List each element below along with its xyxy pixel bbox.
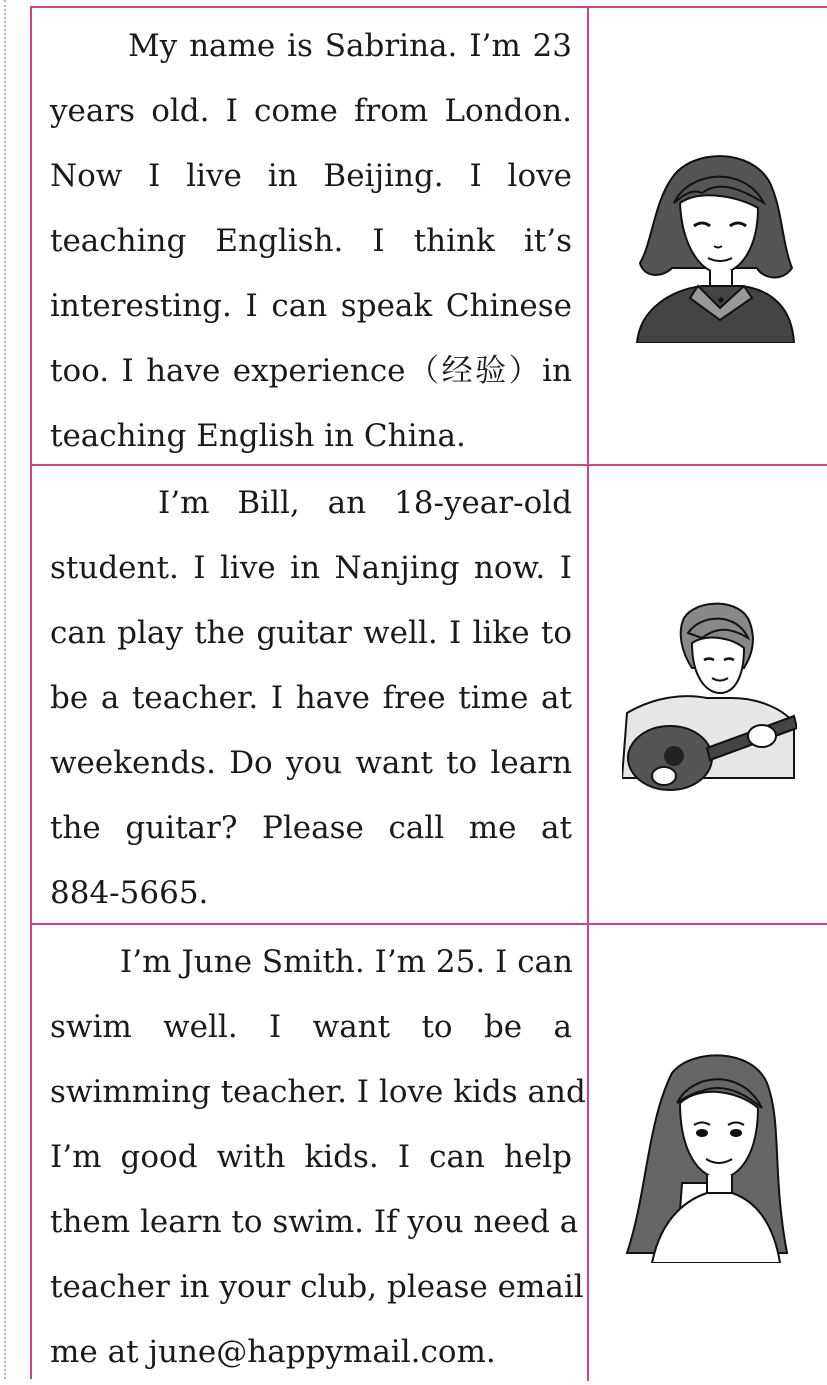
text-line: me at june@happymail.com. — [50, 1334, 496, 1370]
column-divider — [587, 466, 589, 923]
text-line: be a teacher. I have free time at — [50, 680, 572, 716]
text-line: swim well. I want to be a — [50, 1009, 572, 1045]
text-line: teaching English. I think it’s — [50, 223, 572, 259]
text-line: teacher in your club, please email — [50, 1269, 584, 1305]
text-line: the guitar? Please call me at — [50, 810, 572, 846]
june-portrait — [622, 1053, 792, 1263]
profile-text-bill — [50, 471, 572, 926]
profile-row-sabrina — [32, 8, 827, 466]
text-line: can play the guitar well. I like to — [50, 615, 572, 651]
profile-row-june — [32, 925, 827, 1381]
profile-table — [30, 6, 827, 1379]
profile-text-sabrina — [50, 14, 572, 469]
bill-guitar-portrait — [622, 598, 797, 808]
text-line: them learn to swim. If you need a — [50, 1204, 579, 1240]
text-line: I’m June Smith. I’m 25. I can — [120, 944, 573, 980]
text-line: Now I live in Beijing. I love — [50, 158, 572, 194]
text-line: student. I live in Nanjing now. I — [50, 550, 572, 586]
text-line: teaching English in China. — [50, 418, 466, 454]
text-line: I’m Bill, an 18-year-old — [158, 485, 572, 521]
text-line: years old. I come from London. — [50, 93, 572, 129]
text-line: 884-5665. — [50, 875, 209, 911]
text-line: too. I have experience（经验）in — [50, 353, 572, 389]
column-divider — [587, 925, 589, 1381]
text-line: interesting. I can speak Chinese — [50, 288, 572, 324]
text-line: swimming teacher. I love kids and — [50, 1074, 586, 1110]
profile-row-bill — [32, 466, 827, 925]
text-line: weekends. Do you want to learn — [50, 745, 572, 781]
profile-text-june — [50, 930, 586, 1385]
sabrina-portrait — [632, 148, 797, 343]
text-line: My name is Sabrina. I’m 23 — [128, 28, 572, 64]
text-line: I’m good with kids. I can help — [50, 1139, 572, 1175]
left-margin-dots — [4, 0, 6, 1379]
column-divider — [587, 8, 589, 464]
